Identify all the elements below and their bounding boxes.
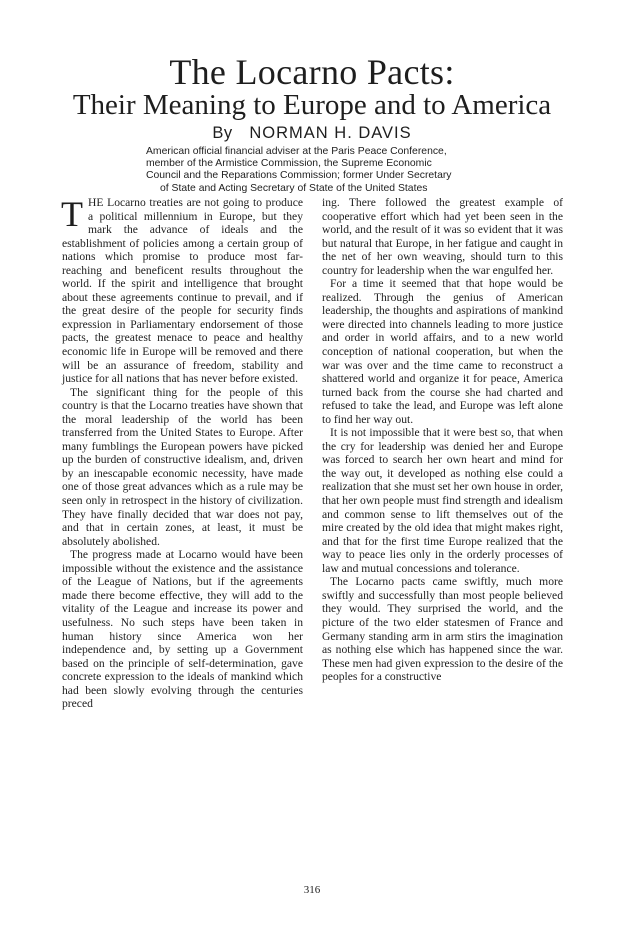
- credential-line: of State and Acting Secretary of State of the United States: [160, 182, 428, 194]
- article-subtitle: Their Meaning to Europe and to America: [72, 89, 552, 121]
- paragraph: The progress made at Locarno would have been impossible without the existence and the assistance of the League of Nations, but if the agreements made there become effective, they will add to the vitality of the League and increase its power and usefulness. No such steps have been taken in human history since America won her independence and, by setting up a Government based on the principle of self-determination, gave concrete expression to the ideals of mankind which had been slowly evolving through the centuries preced: [62, 548, 303, 711]
- credential-line: American official financial adviser at the Paris Peace Conference,: [146, 146, 447, 157]
- paragraph: For a time it seemed that that hope would be realized. Through the genius of American leadership, the thoughts and aspirations of mankind were directed into channels leading to more justice and order in world affairs, and to a new world conception of national cooperation, but when the war was over and the time came to reconstruct a shattered world and organize it for peace, America turned back from the course she had charted and refused to take the lead, and Europe was left alone to find her way out.: [322, 277, 563, 426]
- left-column: [62, 196, 303, 711]
- paragraph: It is not impossible that it were best so, that when the cry for leadership was denied her and Europe was forced to search her own heart and mind for the way out, it developed as nothing else could a realization that she must set her own house in order, that her own people must find strength and idealism and common sense to lift themselves out of the mire created by the old idea that might makes right, and that for the first time Europe realized that the way to peace lies only in the orderly processes of law and mutual concessions and tolerance.: [322, 426, 564, 575]
- byline-prefix: By: [212, 124, 233, 142]
- right-column: [322, 196, 563, 684]
- author-credentials: [146, 146, 486, 195]
- credential-line: member of the Armistice Commission, the Supreme Economic: [146, 158, 432, 170]
- author-name: NORMAN H. DAVIS: [249, 124, 412, 142]
- page-number: 316: [303, 884, 321, 896]
- byline: [0, 123, 624, 143]
- article-title: The Locarno Pacts:: [169, 52, 455, 92]
- paragraph-text: HE Locarno treaties are not going to produce a political millennium in Europe, but they mark the advance of ideals and the establishment of policies among a certain group of nations which promise to produce most far-reaching and beneficent results throughout the world. If the spirit and intelligence that brought about these agreements continue to prevail, and if the great desire of the people for security finds expression in Parliamentary endorsement of those pacts, the greatest menace to peace and healthy economic life in Europe will be removed and there will be an assurance of freedom, stability and justice for all nations that has never before existed.: [62, 196, 303, 386]
- drop-cap: T: [61, 194, 83, 234]
- paragraph: The Locarno pacts came swiftly, much more swiftly and successfully than most people believed they would. They surprised the world, and the picture of the two elder statesmen of France and Germany standing arm in arm stirs the imagination as nothing else which has happened since the war. These men had given expression to the desire of the peoples for a constructive: [322, 575, 563, 684]
- paragraph: [62, 196, 303, 386]
- paragraph: The significant thing for the people of this country is that the Locarno treaties have shown that the moral leadership of the world has been transferred from the United States to Europe. After many fumblings the European powers have picked up the burden of constructive idealism, and, driven by an inescapable economic necessity, have made one of those great advances which as a rule may be seen only in retrospect in the history of civilization. They have finally decided that war does not pay, and that in certain zones, at least, it must be absolutely abolished.: [62, 385, 303, 548]
- credential-line: Council and the Reparations Commission; former Under Secretary: [146, 170, 452, 182]
- paragraph: ing. There followed the greatest example of cooperative effort which had yet been seen in the world, and the result of it was so evident that it was but natural that Europe, in her fatigue and caught in the net of her own weaving, should turn to this country for leadership when the war engulfed her.: [322, 196, 563, 277]
